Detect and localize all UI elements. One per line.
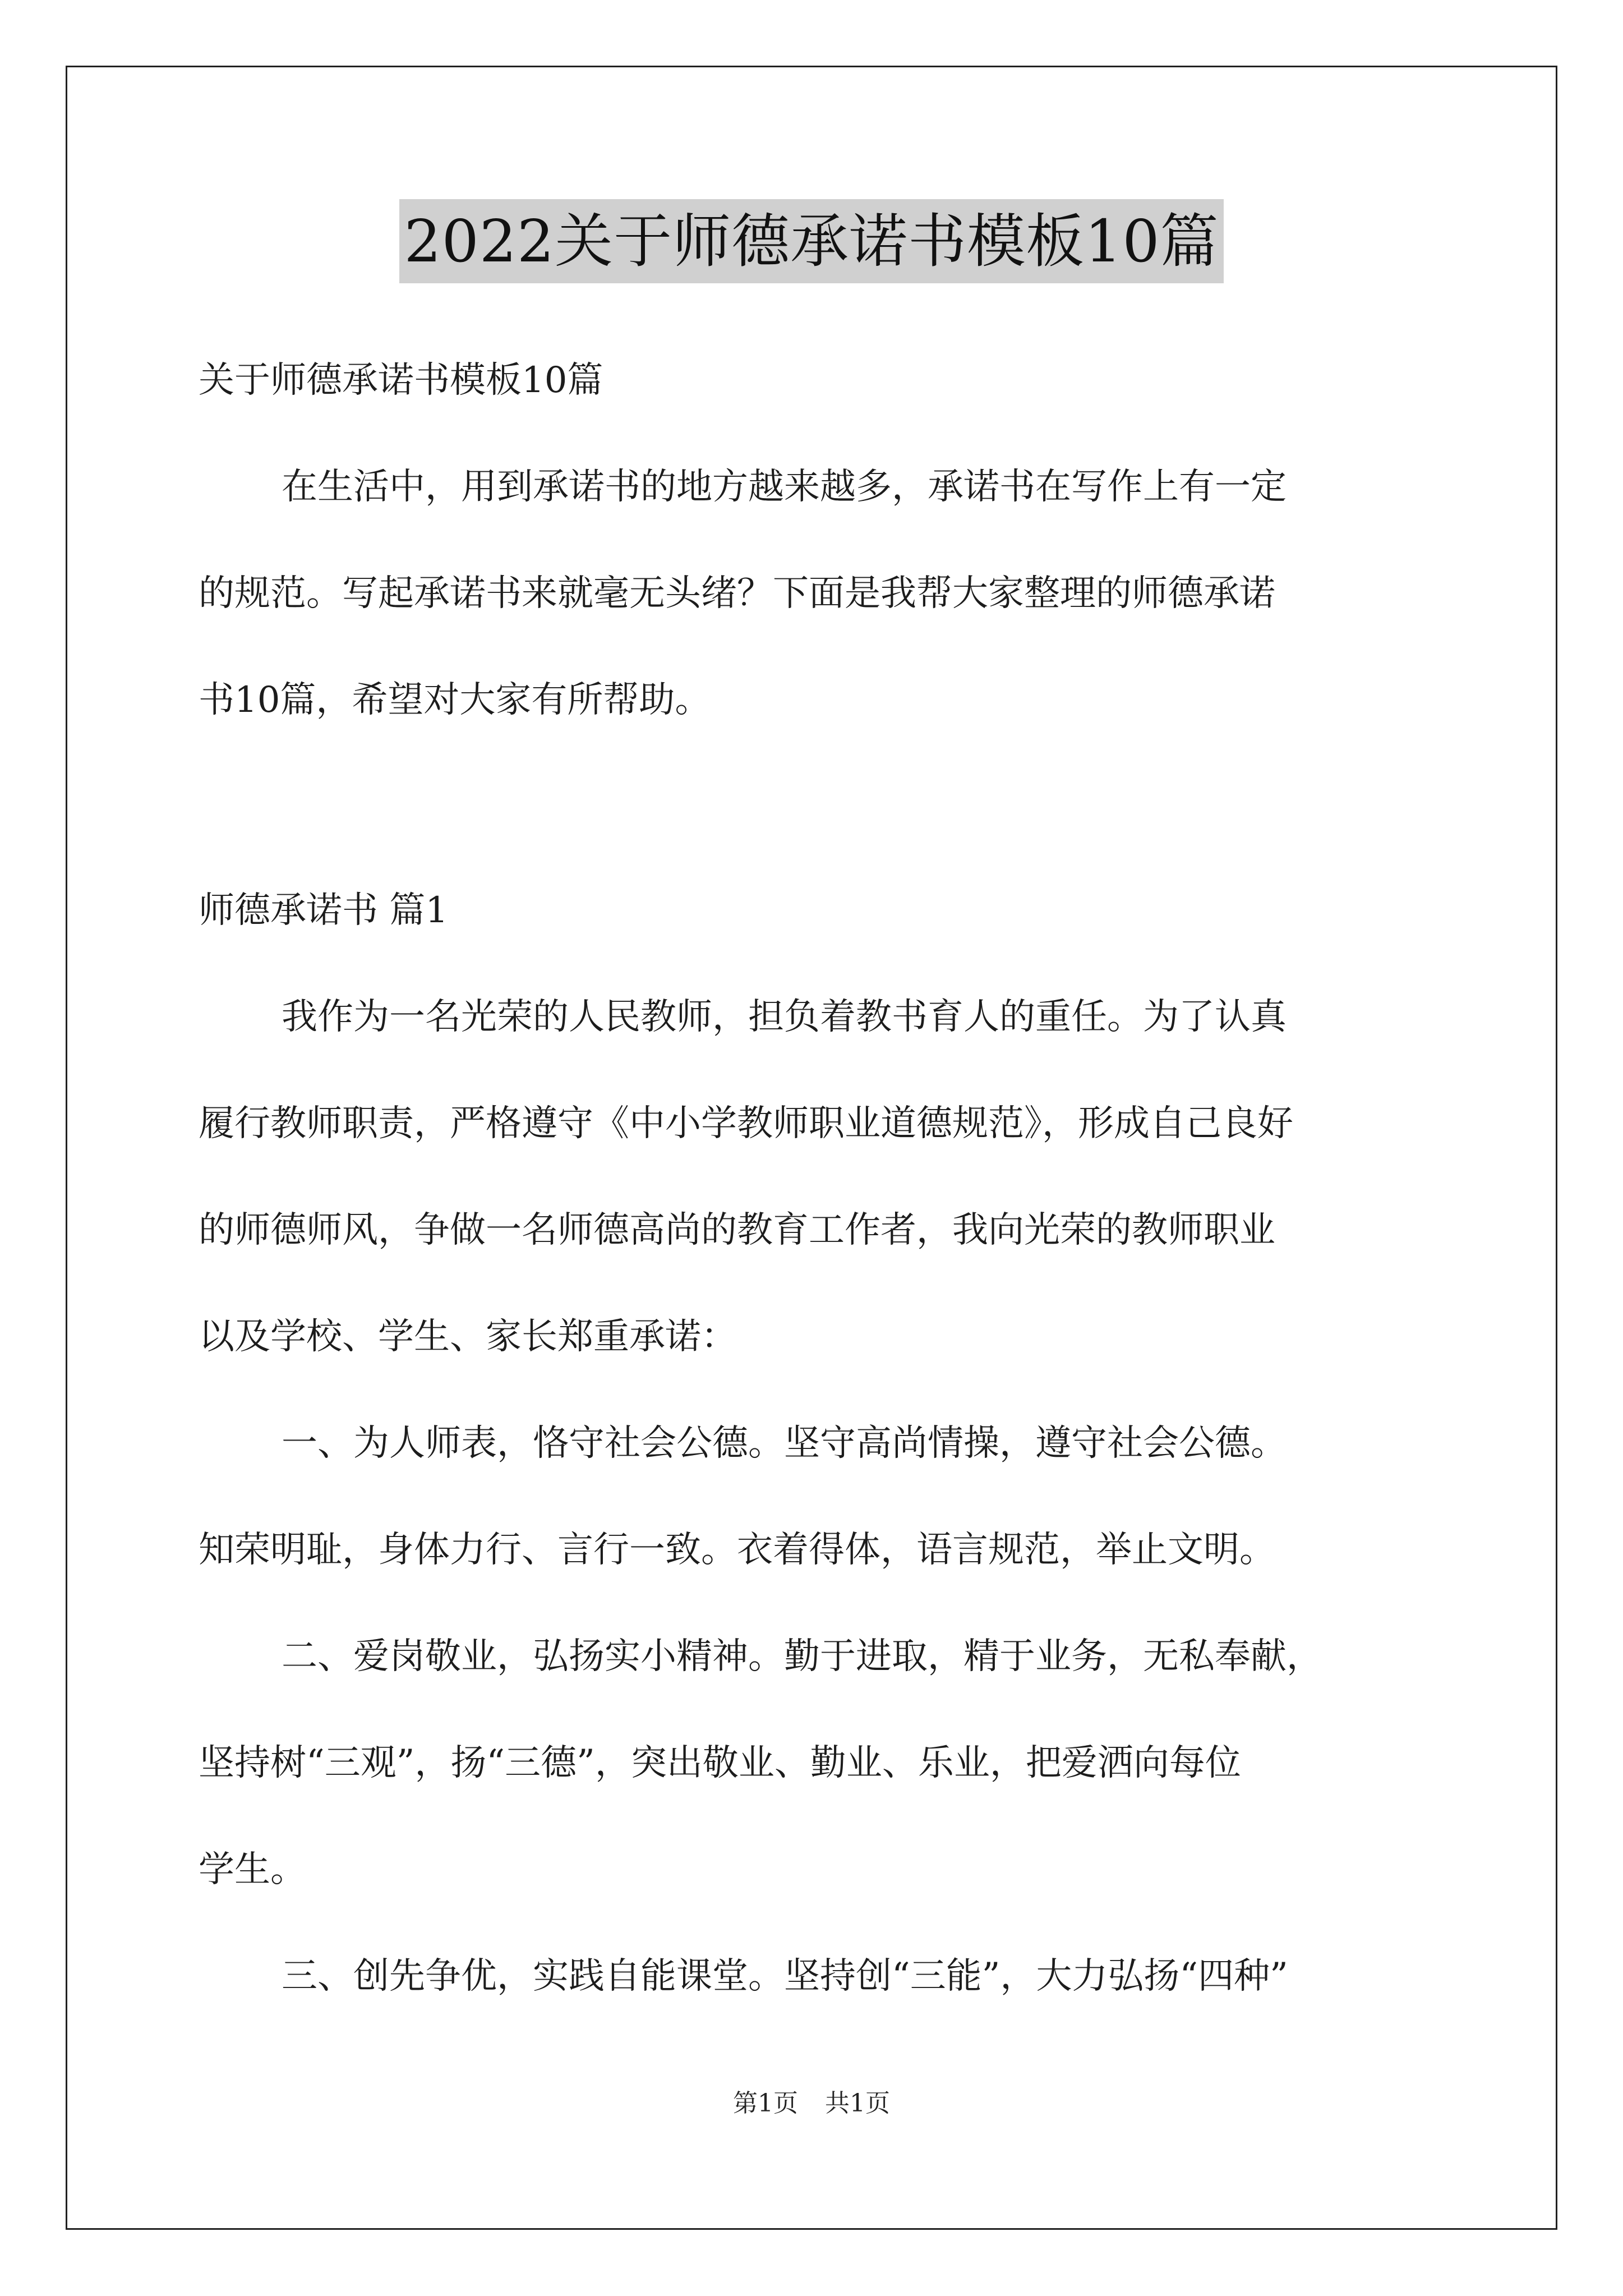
intro-line: 书10篇，希望对大家有所帮助。 (199, 679, 711, 721)
paragraph-line: 履行教师职责，严格遵守《中小学教师职业道德规范》，形成自己良好 (199, 1103, 1293, 1144)
page-footer (0, 2087, 1623, 2120)
paragraph-line: 的师德师风，争做一名师德高尚的教育工作者，我向光荣的教师职业 (199, 1209, 1275, 1251)
commitment-item-line: 二、爱岗敬业，弘扬实小精神。勤于进取，精于业务，无私奉献， (282, 1636, 1322, 1677)
section-heading: 师德承诺书 篇1 (199, 890, 449, 931)
commitment-item-line: 学生。 (199, 1849, 306, 1890)
intro-line: 在生活中，用到承诺书的地方越来越多，承诺书在写作上有一定 (282, 466, 1287, 508)
document-title: 2022关于师德承诺书模板10篇 (399, 199, 1223, 283)
commitment-item-line: 三、创先争优，实践自能课堂。坚持创“三能”，大力弘扬“四种” (282, 1955, 1288, 1997)
page-number: 第1页 (733, 2089, 798, 2118)
commitment-item-line: 知荣明耻，身体力行、言行一致。衣着得体，语言规范，举止文明。 (199, 1529, 1275, 1571)
commitment-item-line: 一、为人师表，恪守社会公德。坚守高尚情操，遵守社会公德。 (282, 1423, 1287, 1464)
intro-line: 的规范。写起承诺书来就毫无头绪？下面是我帮大家整理的师德承诺 (199, 573, 1275, 614)
paragraph-line: 以及学校、学生、家长郑重承诺： (199, 1316, 737, 1358)
paragraph-line: 我作为一名光荣的人民教师，担负着教书育人的重任。为了认真 (282, 996, 1287, 1038)
title-container (0, 199, 1623, 283)
page-total: 共1页 (825, 2089, 890, 2118)
subtitle: 关于师德承诺书模板10篇 (199, 360, 603, 401)
commitment-item-line: 坚持树“三观”，扬“三德”，突出敬业、勤业、乐业，把爱洒向每位 (199, 1742, 1241, 1784)
